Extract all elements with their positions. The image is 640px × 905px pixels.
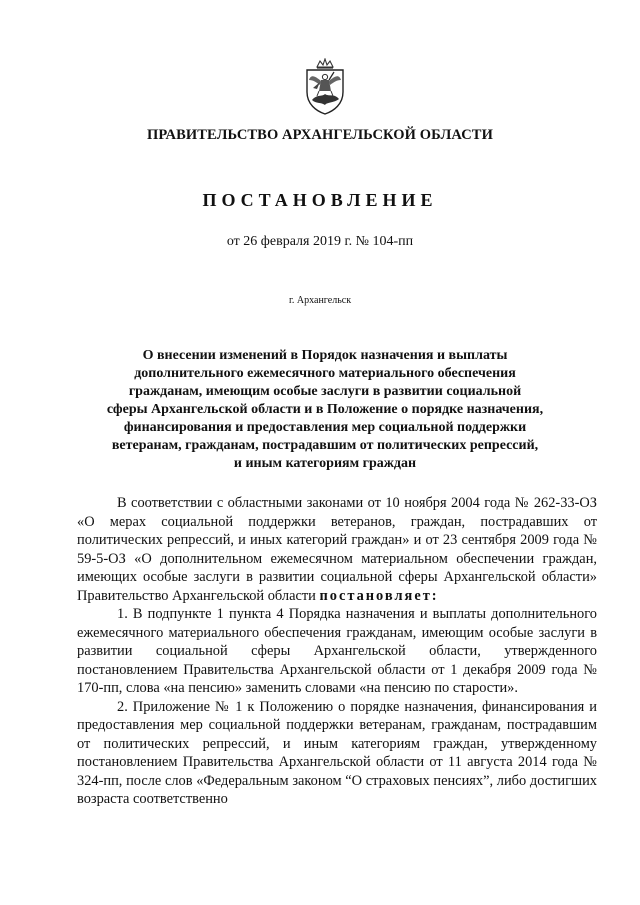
- document-date-number: от 26 февраля 2019 г. № 104-пп: [226, 234, 414, 249]
- title-line: гражданам, имеющим особые заслуги в развитии социальной: [128, 384, 522, 399]
- document-title: [90, 347, 560, 473]
- title-line: О внесении изменений в Порядок назначения и выплаты: [142, 348, 508, 363]
- document-body: [77, 494, 597, 809]
- title-line: дополнительного ежемесячного материального обеспечения: [134, 366, 516, 381]
- coat-of-arms-icon: [303, 58, 347, 116]
- item-1-paragraph: 1. В подпункте 1 пункта 4 Порядка назначения и выплаты дополнительного ежемесячного материального обеспечения гражданам, имеющим особые заслуги в развитии социальной сферы Архангельской области, утвержденного постановлением Правительства Архангельской области от 1 декабря 2009 года № 170-пп, слова «на пенсию» заменить словами «на пенсию по старости».: [77, 606, 597, 696]
- preamble-text: В соответствии с областными законами от 10 ноября 2004 года № 262-33-ОЗ «О мерах социальной поддержки ветеранов, граждан, пострадавших от политических репрессий, и иных категорий граждан» и от 23 сентября 2009 года № 59-5-ОЗ «О дополнительном ежемесячном материальном обеспечении граждан, имеющих особые заслуги в развитии социальной сферы Архангельской области» Правительство Архангельской области: [77, 495, 597, 604]
- title-line: сферы Архангельской области и в Положение о порядке назначения,: [106, 402, 544, 417]
- title-line: финансирования и предоставления мер социальной поддержки: [123, 420, 527, 435]
- item-2-paragraph: 2. Приложение № 1 к Положению о порядке назначения, финансирования и предоставления мер социальной поддержки ветеранам, гражданам, пострадавшим от политических репрессий, и иным категориям граждан, утвержденному постановлением Правительства Архангельской области от 11 августа 2014 года № 324-пп, после слов «Федеральным законом “О страховых пенсиях”, либо достигших возраста соответственно: [77, 698, 597, 807]
- preamble-paragraph: [77, 494, 597, 605]
- resolves-word: постановляет:: [319, 587, 439, 604]
- title-line: ветеранам, гражданам, пострадавшим от политических репрессий,: [111, 438, 539, 453]
- title-line: и иным категориям граждан: [233, 456, 417, 471]
- document-type: ПОСТАНОВЛЕНИЕ: [202, 190, 438, 210]
- document-city: г. Архангельск: [288, 295, 352, 306]
- organization-name: ПРАВИТЕЛЬСТВО АРХАНГЕЛЬСКОЙ ОБЛАСТИ: [147, 127, 493, 143]
